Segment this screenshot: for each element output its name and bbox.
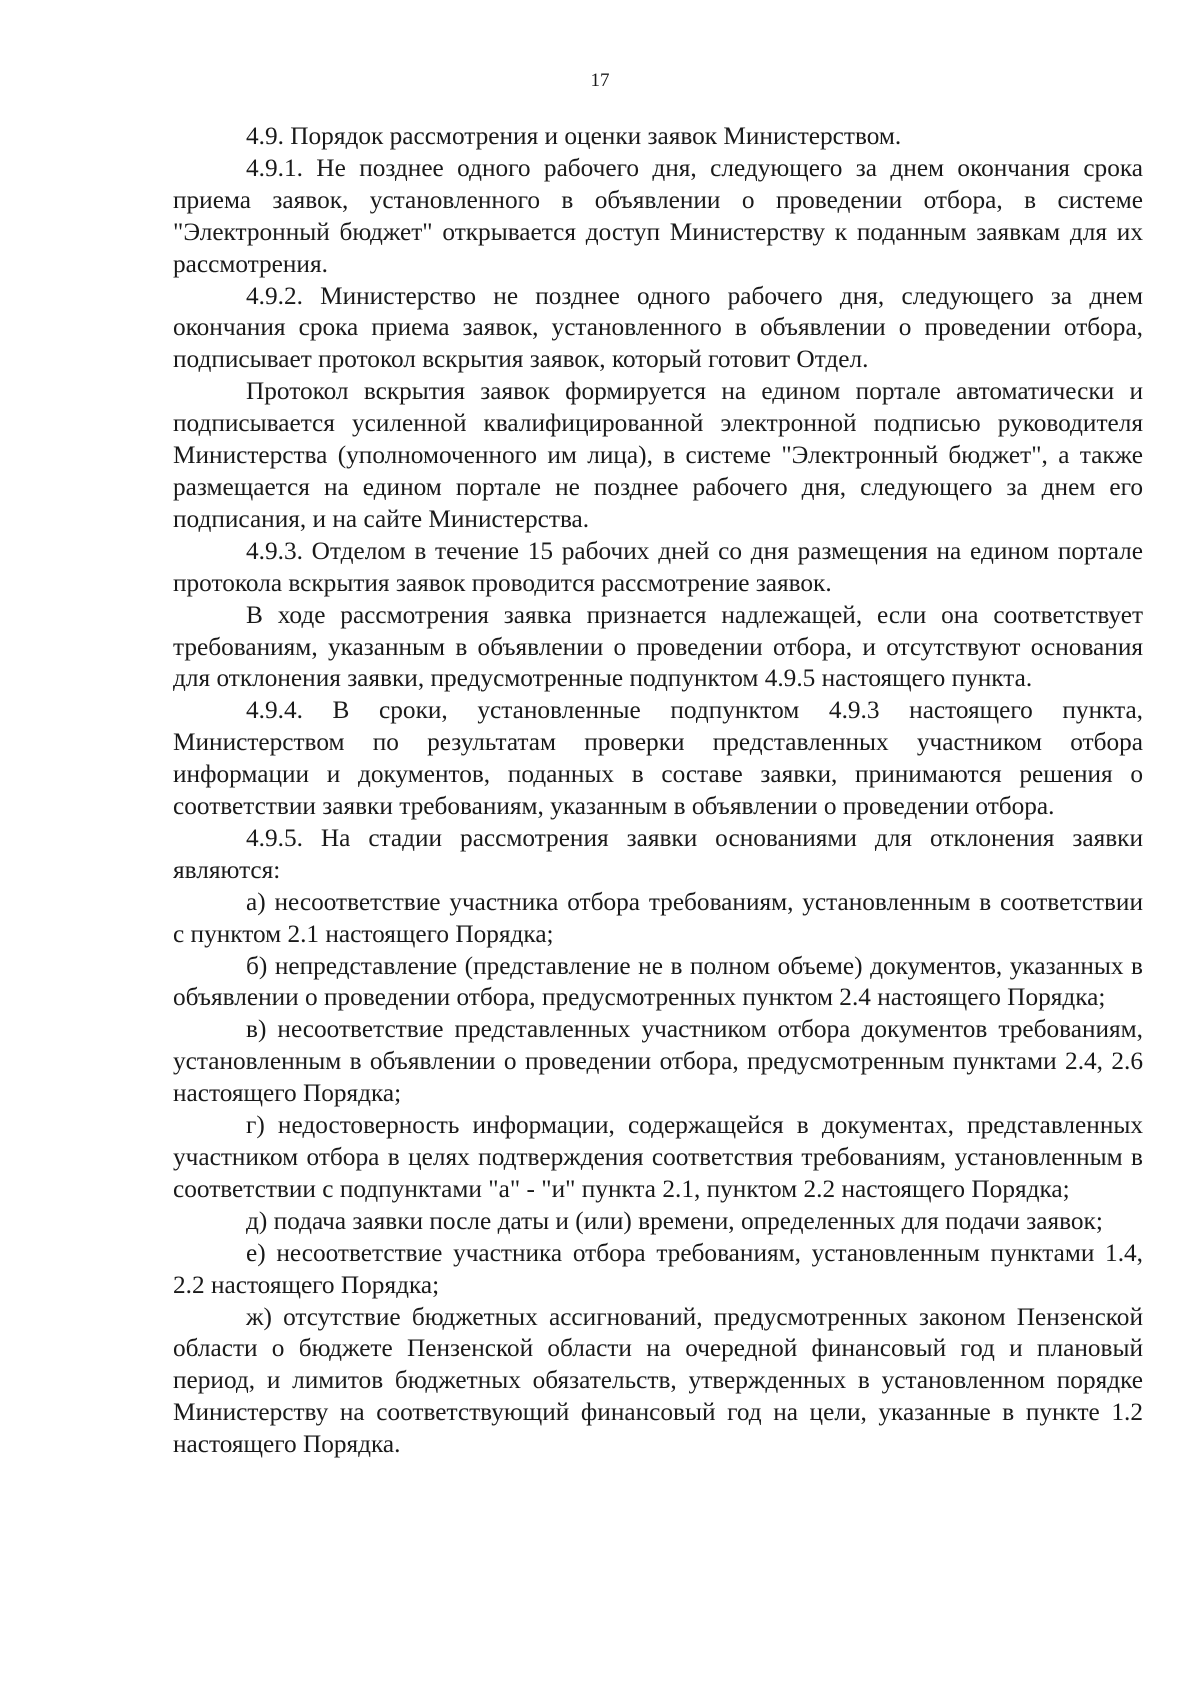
paragraph-protocol: Протокол вскрытия заявок формируется на едином портале автоматически и подписывается усиленной квалифицированной электронной подписью руководителя Министерства (уполномоченного им лица), в системе "Электронный бюджет", а также размещается на едином портале не позднее рабочего дня, следующего за днем его подписания, и на сайте Министерства. <box>173 377 1143 533</box>
list-item-a: а) несоответствие участника отбора требованиям, установленным в соответствии с пунктом 2.1 настоящего Порядка; <box>173 887 1143 948</box>
list-item-v: в) несоответствие представленных участником отбора документов требованиям, установленным в объявлении о проведении отбора, предусмотренным пунктами 2.4, 2.6 настоящего Порядка; <box>173 1015 1143 1108</box>
page-number: 17 <box>590 70 610 91</box>
list-item-d: д) подача заявки после даты и (или) времени, определенных для подачи заявок; <box>246 1206 1103 1235</box>
paragraph-4-9-3: 4.9.3. Отделом в течение 15 рабочих дней со дня размещения на едином портале протокола вскрытия заявок проводится рассмотрение заявок. <box>173 536 1143 597</box>
list-item-zh: ж) отсутствие бюджетных ассигнований, предусмотренных законом Пензенской области о бюджете Пензенской области на очередной финансовый год и плановый период, и лимитов бюджетных обязательств, утвержденных в установленном порядке Министерству на соответствующий финансовый год на цели, указанные в пункте 1.2 настоящего Порядка. <box>173 1302 1143 1459</box>
paragraph-4-9-4: 4.9.4. В сроки, установленные подпунктом 4.9.3 настоящего пункта, Министерством по результатам проверки представленных участником отбора информации и документов, поданных в составе заявки, принимаются решения о соответствии заявки требованиям, указанным в объявлении о проведении отбора. <box>173 696 1143 821</box>
paragraph-4-9-2: 4.9.2. Министерство не позднее одного рабочего дня, следующего за днем окончания срока приема заявок, установленного в объявлении о проведении отбора, подписывает протокол вскрытия заявок, который готовит Отдел. <box>173 281 1143 374</box>
list-item-e: е) несоответствие участника отбора требованиям, установленным пунктами 1.4, 2.2 настоящего Порядка; <box>173 1238 1143 1299</box>
paragraph-4-9: 4.9. Порядок рассмотрения и оценки заявок Министерством. <box>246 122 902 150</box>
list-item-g: г) недостоверность информации, содержащейся в документах, представленных участником отбора в целях подтверждения соответствия требованиям, установленным в соответствии с подпунктами "а" - "и" пункта 2.1, пунктом 2.2 настоящего Порядка; <box>173 1111 1143 1203</box>
paragraph-review: В ходе рассмотрения заявка признается надлежащей, если она соответствует требованиям, указанным в объявлении о проведении отбора, и отсутствуют основания для отклонения заявки, предусмотренные подпунктом 4.9.5 настоящего пункта. <box>173 600 1143 693</box>
list-item-b: б) непредставление (представление не в полном объеме) документов, указанных в объявлении о проведении отбора, предусмотренных пунктом 2.4 настоящего Порядка; <box>173 951 1143 1012</box>
document-body <box>173 121 1143 1461</box>
paragraph-4-9-5: 4.9.5. На стадии рассмотрения заявки основаниями для отклонения заявки являются: <box>173 823 1143 884</box>
paragraph-4-9-1: 4.9.1. Не позднее одного рабочего дня, следующего за днем окончания срока приема заявок, установленного в объявлении о проведении отбора, в системе "Электронный бюджет" открывается доступ Министерству к поданным заявкам для их рассмотрения. <box>173 153 1143 278</box>
